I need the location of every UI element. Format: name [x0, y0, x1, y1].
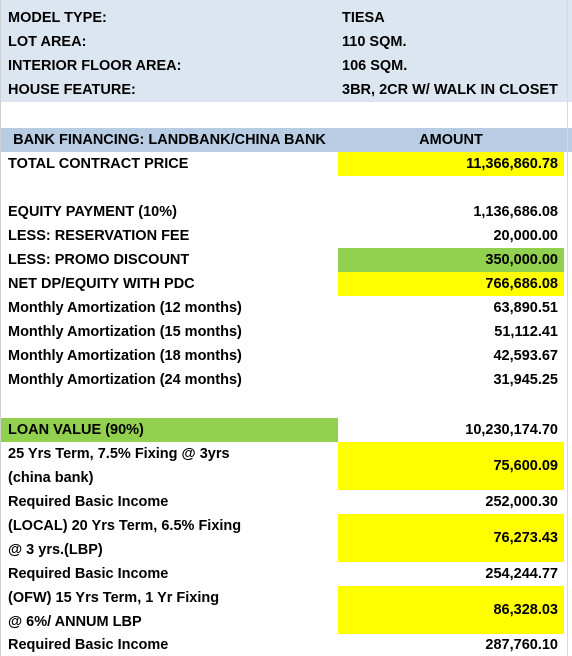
financing-title: BANK FINANCING: LANDBANK/CHINA BANK: [13, 132, 326, 148]
loan-term-row: [1, 586, 572, 634]
column-gridline: [567, 0, 568, 656]
loan-term-line: (OFW) 15 Yrs Term, 1 Yr Fixing: [8, 590, 220, 606]
lot-area-label: LOT AREA:: [8, 34, 87, 50]
amortization-value: 51,112.41: [494, 324, 558, 340]
floor-area-label: INTERIOR FLOOR AREA:: [8, 58, 182, 74]
financing-title-row: [1, 128, 572, 152]
model-type-value: TIESA: [342, 10, 385, 26]
income-row: [1, 562, 572, 586]
income-row: [1, 490, 572, 514]
tcp-value: 11,366,860.78: [338, 152, 564, 176]
loan-term-line: (LOCAL) 20 Yrs Term, 6.5% Fixing: [8, 518, 242, 534]
loan-term-row: [1, 514, 572, 562]
income-label: Required Basic Income: [8, 494, 169, 510]
amortization-value: 42,593.67: [493, 348, 558, 364]
amortization-label: Monthly Amortization (18 months): [8, 348, 242, 364]
loan-value: 10,230,174.70: [465, 422, 558, 438]
net-dp-value: 766,686.08: [338, 272, 564, 296]
equity-value: 1,136,686.08: [473, 204, 558, 220]
amortization-value: 31,945.25: [493, 372, 558, 388]
amortization-row: [1, 320, 572, 344]
feature-label: HOUSE FEATURE:: [8, 82, 136, 98]
amortization-value: 63,890.51: [493, 300, 558, 316]
reservation-value: 20,000.00: [493, 228, 558, 244]
income-label: Required Basic Income: [8, 566, 169, 582]
net-dp-row: [1, 272, 572, 296]
amortization-row: [1, 296, 572, 320]
amortization-label: Monthly Amortization (24 months): [8, 372, 242, 388]
promo-row: [1, 248, 572, 272]
reservation-label: LESS: RESERVATION FEE: [8, 228, 190, 244]
net-dp-label: NET DP/EQUITY WITH PDC: [8, 276, 195, 292]
feature-value: 3BR, 2CR W/ WALK IN CLOSET: [342, 82, 558, 98]
equity-row: [1, 200, 572, 224]
loan-term-line: @ 6%/ ANNUM LBP: [8, 614, 142, 630]
model-type-label: MODEL TYPE:: [8, 10, 107, 26]
loan-label: LOAN VALUE (90%): [1, 418, 338, 442]
loan-term-description: [8, 514, 338, 562]
promo-label: LESS: PROMO DISCOUNT: [8, 252, 190, 268]
amortization-label: Monthly Amortization (12 months): [8, 300, 242, 316]
income-value: 252,000.30: [485, 494, 558, 510]
amortization-row: [1, 344, 572, 368]
amount-header: AMOUNT: [419, 132, 483, 148]
reservation-row: [1, 224, 572, 248]
floor-area-row: [1, 54, 572, 78]
income-value: 254,244.77: [485, 566, 558, 582]
loan-term-description: [8, 586, 338, 634]
floor-area-value: 106 SQM.: [342, 58, 408, 74]
loan-term-line: 25 Yrs Term, 7.5% Fixing @ 3yrs: [8, 446, 230, 462]
loan-term-value: 75,600.09: [338, 442, 564, 490]
income-value: 287,760.10: [485, 637, 558, 653]
loan-row: [1, 418, 572, 442]
loan-term-line: @ 3 yrs.(LBP): [8, 542, 103, 558]
tcp-label: TOTAL CONTRACT PRICE: [8, 156, 189, 172]
loan-term-row: [1, 442, 572, 490]
tcp-row: [1, 152, 572, 176]
lot-area-value: 110 SQM.: [342, 34, 407, 50]
equity-label: EQUITY PAYMENT (10%): [8, 204, 177, 220]
model-type-row: [1, 6, 572, 30]
loan-term-value: 76,273.43: [338, 514, 564, 562]
promo-value: 350,000.00: [338, 248, 564, 272]
loan-term-description: [8, 442, 338, 490]
feature-row: [1, 78, 572, 102]
amortization-row: [1, 368, 572, 392]
loan-term-value: 86,328.03: [338, 586, 564, 634]
lot-area-row: [1, 30, 572, 54]
income-row: [1, 634, 572, 656]
amortization-label: Monthly Amortization (15 months): [8, 324, 242, 340]
income-label: Required Basic Income: [8, 637, 169, 653]
loan-term-line: (china bank): [8, 470, 94, 486]
